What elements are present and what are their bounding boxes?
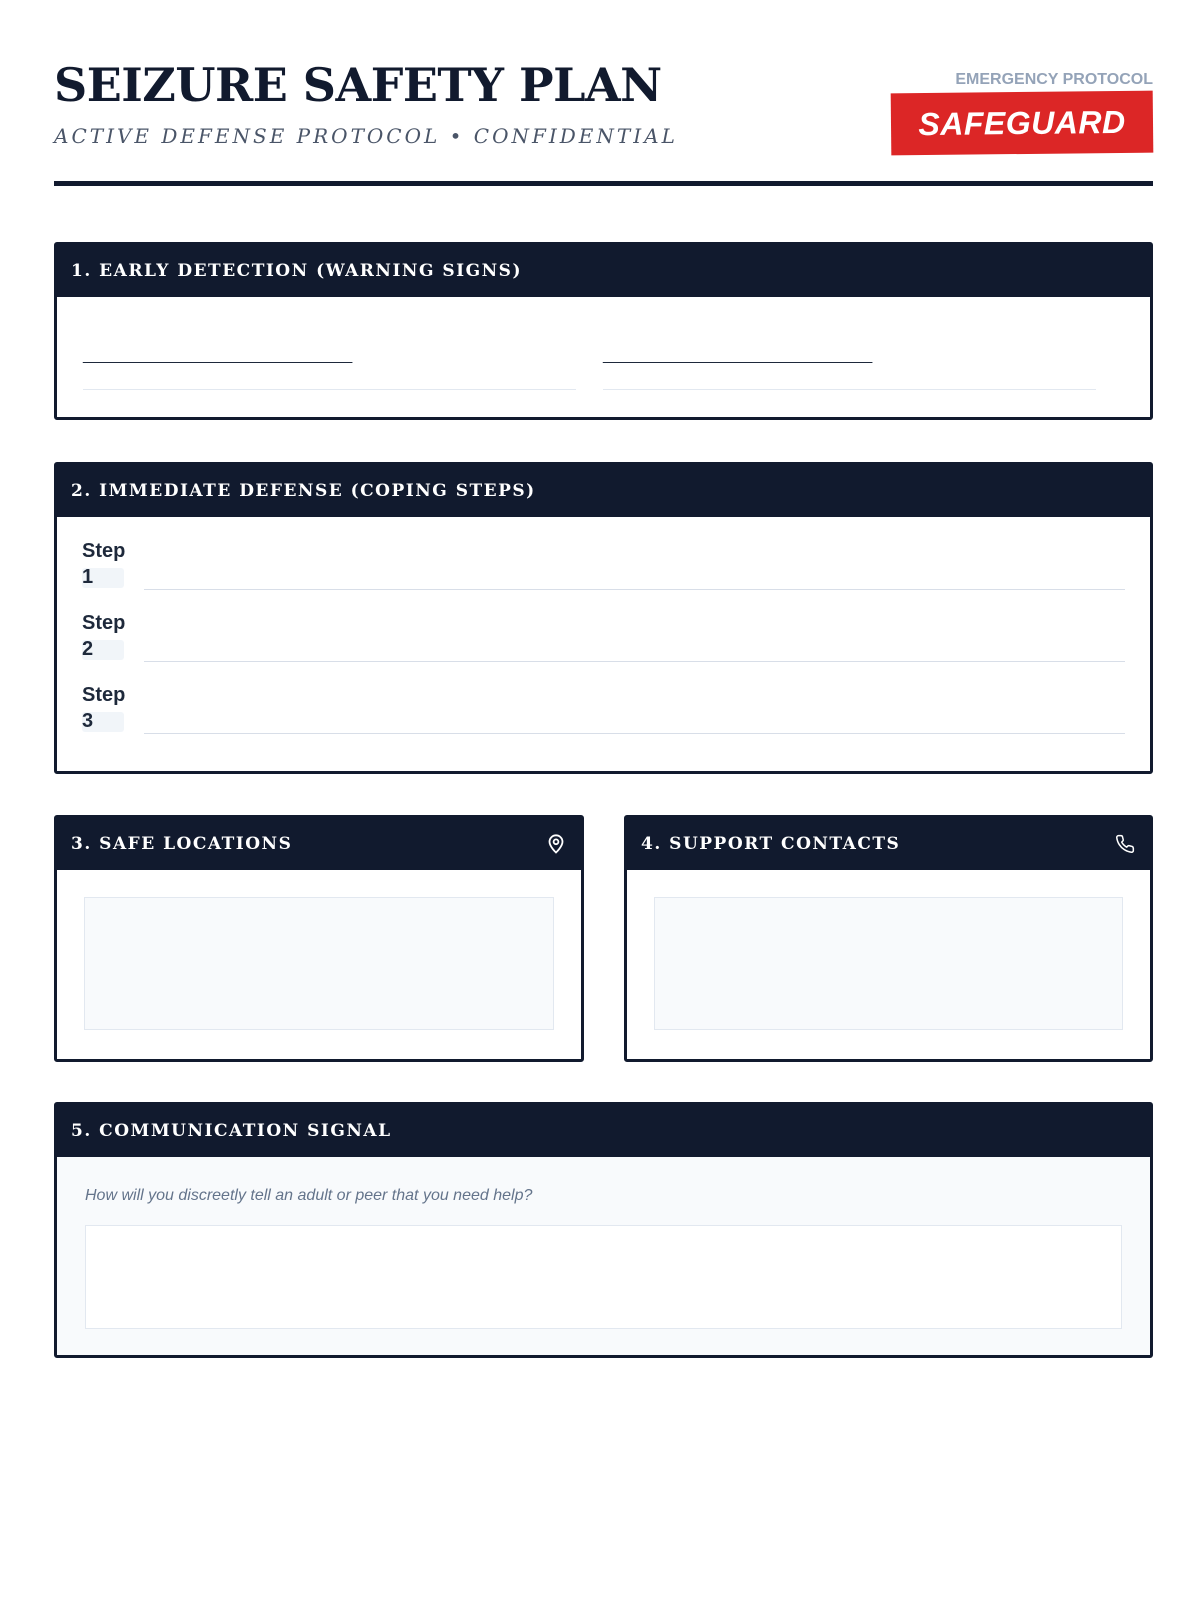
step-answer-line [144, 589, 1125, 590]
page-subtitle: ACTIVE DEFENSE PROTOCOL • CONFIDENTIAL [54, 124, 678, 148]
warning-sign-blank: ________________________________ [83, 347, 352, 364]
coping-step-row[interactable] [82, 538, 1125, 604]
section-title: 2. IMMEDIATE DEFENSE (COPING STEPS) [71, 481, 536, 501]
brand-badge-text: SAFEGUARD [918, 103, 1126, 142]
warning-sign-field-1[interactable] [83, 297, 576, 387]
section-title: 5. COMMUNICATION SIGNAL [71, 1121, 392, 1141]
step-label: Step 1 [82, 540, 126, 588]
field-underline [83, 389, 576, 390]
section-header [57, 245, 1150, 297]
section-title: 4. SUPPORT CONTACTS [641, 834, 901, 854]
warning-sign-blank: ________________________________ [603, 347, 872, 364]
section-header [57, 818, 581, 870]
immediate-defense-section [54, 462, 1153, 774]
step-label: Step 3 [82, 684, 126, 732]
communication-prompt: How will you discreetly tell an adult or peer that you need help? [85, 1187, 533, 1204]
phone-icon [1114, 833, 1136, 855]
safety-plan-page [54, 0, 1153, 1204]
support-contacts-section [624, 815, 1153, 1062]
warning-signs-row [57, 297, 1150, 417]
map-pin-icon [545, 833, 567, 855]
section-header [57, 1105, 1150, 1157]
step-answer-line [144, 661, 1125, 662]
coping-step-row[interactable] [82, 610, 1125, 676]
brand-badge [891, 91, 1154, 156]
header-divider [54, 181, 1153, 186]
warning-sign-field-2[interactable] [603, 297, 1096, 387]
communication-signal-input[interactable] [85, 1225, 1122, 1329]
support-contacts-input[interactable] [654, 897, 1123, 1030]
section-header [57, 465, 1150, 517]
page-title: SEIZURE SAFETY PLAN [54, 58, 662, 112]
communication-signal-section [54, 1102, 1153, 1358]
section-header [627, 818, 1150, 870]
step-label: Step 2 [82, 612, 126, 660]
safe-locations-input[interactable] [84, 897, 554, 1030]
section-title: 3. SAFE LOCATIONS [71, 834, 293, 854]
step-answer-line [144, 733, 1125, 734]
field-underline [603, 389, 1096, 390]
section-title: 1. EARLY DETECTION (WARNING SIGNS) [71, 261, 523, 281]
coping-step-row[interactable] [82, 682, 1125, 748]
page-header [54, 0, 1153, 190]
safe-locations-section [54, 815, 584, 1062]
early-detection-section [54, 242, 1153, 420]
brand-label: EMERGENCY PROTOCOL [955, 71, 1153, 88]
